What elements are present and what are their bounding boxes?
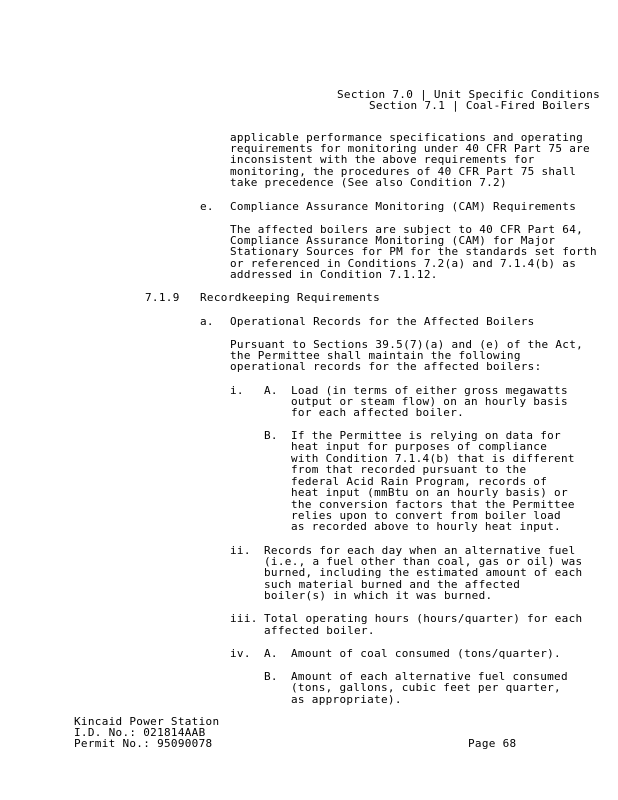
section-number: 7.1.9	[145, 291, 180, 304]
item-a-intro-line: the Permittee shall maintain the following	[230, 349, 521, 362]
item-i-b-line: If the Permittee is relying on data for	[291, 429, 561, 442]
item-ii-line: such material burned and the affected	[264, 578, 521, 591]
continuation-line: monitoring, the procedures of 40 CFR Part 75 shall	[230, 165, 577, 178]
item-e-paragraph-line: Compliance Assurance Monitoring (CAM) for Major	[230, 234, 556, 247]
item-a-title: Operational Records for the Affected Boilers	[230, 315, 535, 328]
item-e-paragraph-line: Stationary Sources for PM for the standards set forth	[230, 245, 597, 258]
item-i-a-marker: A.	[264, 384, 278, 397]
item-iv-marker: iv.	[230, 647, 251, 660]
item-i-b-line: with Condition 7.1.4(b) that is different	[291, 452, 575, 465]
item-ii-line: burned, including the estimated amount of each	[264, 566, 583, 579]
continuation-line: requirements for monitoring under 40 CFR Part 75 are	[230, 142, 590, 155]
item-iv-a-marker: A.	[264, 647, 278, 660]
continuation-line: inconsistent with the above requirements for	[230, 153, 535, 166]
item-iv-b-line: as appropriate).	[291, 693, 402, 706]
item-ii-line: (i.e., a fuel other than coal, gas or oil) was	[264, 555, 583, 568]
item-i-b-line: the conversion factors that the Permittee	[291, 498, 575, 511]
continuation-line: applicable performance specifications and operating	[230, 131, 584, 144]
item-iii-marker: iii.	[230, 612, 258, 625]
footer-facility: Kincaid Power Station	[74, 715, 220, 728]
item-iii-line: Total operating hours (hours/quarter) for each	[264, 612, 583, 625]
item-e-paragraph-line: or referenced in Conditions 7.2(a) and 7.1.4(b) as	[230, 257, 577, 270]
item-e-paragraph-line: addressed in Condition 7.1.12.	[230, 268, 438, 281]
item-ii-line: Records for each day when an alternative fuel	[264, 544, 576, 557]
item-i-a-line: for each affected boiler.	[291, 406, 465, 419]
item-i-b-line: heat input for purposes of compliance	[291, 440, 548, 453]
item-i-marker: i.	[230, 384, 244, 397]
header-section: Section 7.0 | Unit Specific Conditions	[337, 88, 601, 101]
item-i-a-line: output or steam flow) on an hourly basis	[291, 395, 568, 408]
item-iv-a-line: Amount of coal consumed (tons/quarter).	[291, 647, 561, 660]
item-iv-b-marker: B.	[264, 670, 278, 683]
item-i-a-line: Load (in terms of either gross megawatts	[291, 384, 568, 397]
item-i-b-line: federal Acid Rain Program, records of	[291, 475, 548, 488]
item-i-b-line: as recorded above to hourly heat input.	[291, 520, 561, 533]
item-ii-line: boiler(s) in which it was burned.	[264, 589, 493, 602]
item-iv-b-line: Amount of each alternative fuel consumed	[291, 670, 568, 683]
footer-permit-no: Permit No.: 95090078	[74, 737, 213, 750]
footer-page-number: Page 68	[468, 737, 517, 750]
header-subsection: Section 7.1 | Coal-Fired Boilers	[369, 99, 591, 112]
footer-id-no: I.D. No.: 021814AAB	[74, 726, 206, 739]
item-ii-marker: ii.	[230, 544, 251, 557]
section-title: Recordkeeping Requirements	[200, 291, 380, 304]
item-e-title: Compliance Assurance Monitoring (CAM) Requirements	[230, 200, 577, 213]
item-a-marker: a.	[200, 315, 214, 328]
item-iii-line: affected boiler.	[264, 624, 375, 637]
item-i-b-marker: B.	[264, 429, 278, 442]
item-iv-b-line: (tons, gallons, cubic feet per quarter,	[291, 681, 561, 694]
item-a-intro-line: operational records for the affected boilers:	[230, 360, 542, 373]
item-i-b-line: relies upon to convert from boiler load	[291, 509, 561, 522]
item-i-b-line: from that recorded pursuant to the	[291, 463, 527, 476]
item-a-intro-line: Pursuant to Sections 39.5(7)(a) and (e) of the Act,	[230, 338, 584, 351]
item-e-paragraph-line: The affected boilers are subject to 40 CFR Part 64,	[230, 223, 584, 236]
item-i-b-line: heat input (mmBtu on an hourly basis) or	[291, 486, 568, 499]
continuation-line: take precedence (See also Condition 7.2)	[230, 176, 507, 189]
item-e-marker: e.	[200, 200, 214, 213]
